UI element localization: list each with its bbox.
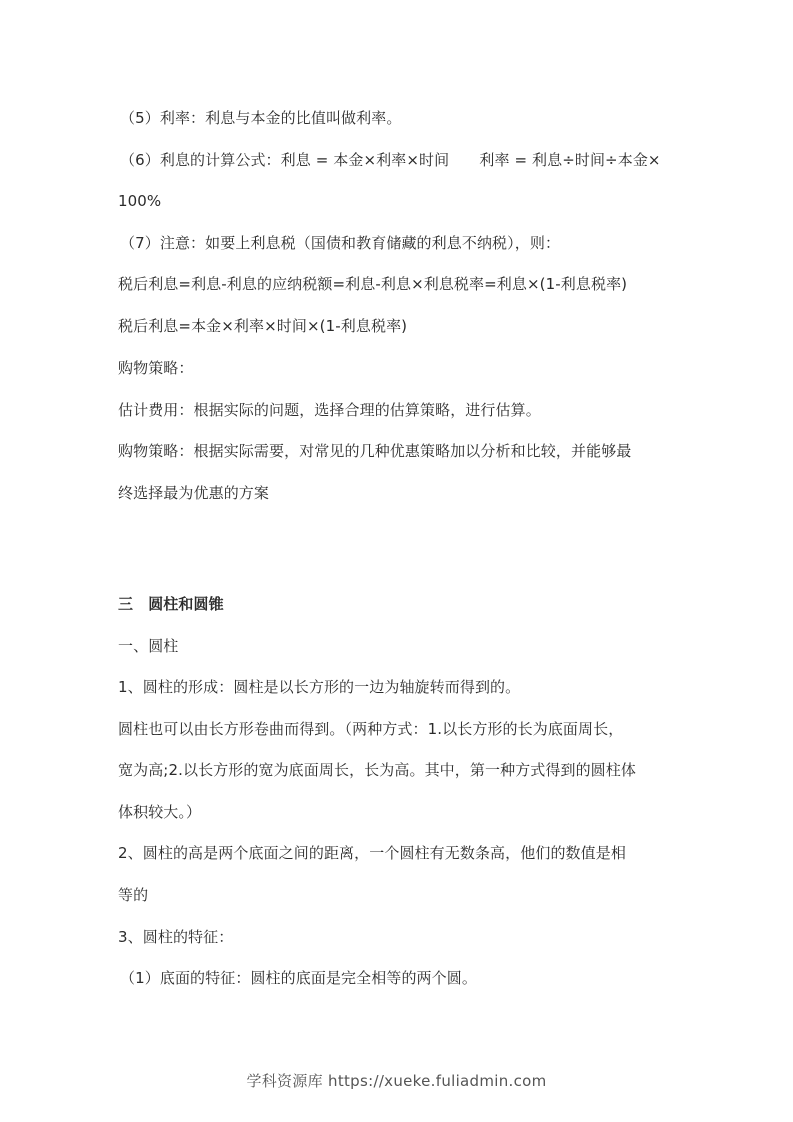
text-line-cylinder-rolled-2: 宽为高;2.以长方形的宽为底面周长，长为高。其中，第一种方式得到的圆柱体 xyxy=(118,761,636,779)
subsection-heading-cylinder: 一、圆柱 xyxy=(118,637,179,655)
text-line-cylinder-height-2: 等的 xyxy=(118,886,149,904)
text-line-percent: 100% xyxy=(118,192,162,210)
text-line-cylinder-features: 3、圆柱的特征： xyxy=(118,928,234,946)
text-line-interest-rate-definition: （5）利率：利息与本金的比值叫做利率。 xyxy=(120,109,402,127)
text-line-base-feature: （1）底面的特征：圆柱的底面是完全相等的两个圆。 xyxy=(120,969,477,987)
text-line-cylinder-height-1: 2、圆柱的高是两个底面之间的距离，一个圆柱有无数条高，他们的数值是相 xyxy=(118,844,626,862)
footer-source: 学科资源库 https://xueke.fuliadmin.com xyxy=(246,1072,547,1090)
text-line-cylinder-formation: 1、圆柱的形成：圆柱是以长方形的一边为轴旋转而得到的。 xyxy=(118,678,521,696)
section-heading-cylinder-cone: 三 圆柱和圆锥 xyxy=(118,595,224,613)
text-line-shopping-strategy-title: 购物策略： xyxy=(118,359,194,377)
text-line-estimate-cost: 估计费用：根据实际的问题，选择合理的估算策略，进行估算。 xyxy=(118,401,541,419)
text-line-interest-tax-note: （7）注意：如要上利息税（国债和教育储藏的利息不纳税），则： xyxy=(120,234,561,252)
text-line-cylinder-rolled-1: 圆柱也可以由长方形卷曲而得到。（两种方式：1.以长方形的长为底面周长， xyxy=(118,720,624,738)
text-line-shopping-strategy-2: 终选择最为优惠的方案 xyxy=(118,484,270,502)
text-line-after-tax-formula-1: 税后利息=利息-利息的应纳税额=利息-利息×利息税率=利息×(1-利息税率) xyxy=(118,275,628,293)
text-line-shopping-strategy-1: 购物策略：根据实际需要，对常见的几种优惠策略加以分析和比较，并能够最 xyxy=(118,442,632,460)
text-line-cylinder-rolled-3: 体积较大。） xyxy=(118,803,202,821)
text-line-after-tax-formula-2: 税后利息=本金×利率×时间×(1-利息税率) xyxy=(118,317,408,335)
text-line-interest-formula: （6）利息的计算公式：利息 = 本金×利率×时间 利率 = 利息÷时间÷本金× xyxy=(120,151,661,169)
